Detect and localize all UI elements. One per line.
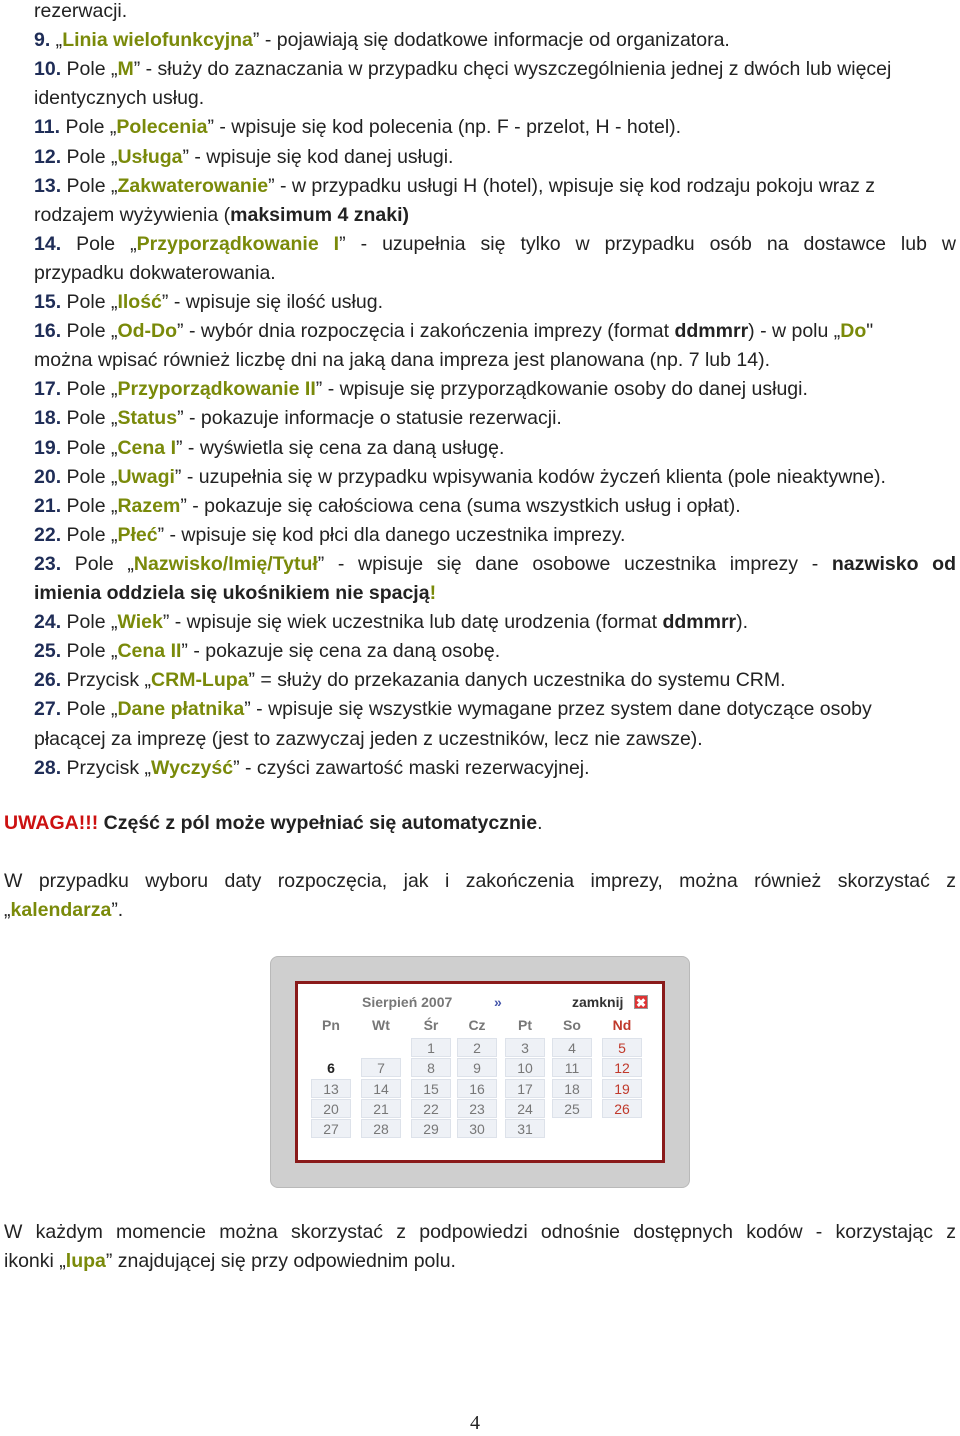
text-run: nazwisko od [831, 552, 957, 575]
field-name: Wyczyść [151, 756, 234, 779]
text-line [34, 579, 956, 608]
text-line [34, 375, 956, 404]
item-number: 12. [34, 145, 62, 168]
text-run: ” - wpisuje się kod polecenia (np. F - przelot, H - hotel). [207, 116, 682, 139]
text-line [34, 172, 956, 201]
text-line [34, 404, 956, 433]
text-run: Pole „ [61, 174, 118, 197]
calendar-day[interactable]: 5 [602, 1038, 642, 1057]
field-name: Uwagi [117, 465, 175, 488]
item-number: 19. [34, 436, 62, 459]
weekday-label: So [563, 1017, 581, 1033]
calendar-day[interactable]: 24 [505, 1099, 545, 1118]
calendar-day[interactable]: 17 [505, 1079, 545, 1098]
field-name: Wiek [117, 611, 163, 634]
calendar-day[interactable]: 31 [505, 1119, 545, 1138]
item-number: 15. [34, 291, 62, 313]
calendar-month-label: Sierpień 2007 [362, 994, 453, 1010]
text-run: ” - wpisuje się wszystkie wymagane przez system dane dotyczące osoby [244, 698, 872, 721]
item-number: 24. [34, 611, 62, 634]
text-run: ). [736, 611, 749, 634]
text-run: ” - uzupełnia się tylko w przypadku osób na dostawce lub w [339, 232, 957, 255]
text-run: ikonki „ [4, 1250, 66, 1272]
field-name: Dane płatnika [117, 698, 245, 721]
text-run: Pole „ [61, 378, 118, 401]
calendar-day[interactable]: 21 [361, 1099, 401, 1118]
text-run: identycznych usług. [34, 87, 205, 110]
calendar-header [298, 994, 662, 1014]
calendar-day[interactable]: 9 [457, 1058, 497, 1077]
text-line [34, 26, 956, 55]
close-calendar-button[interactable]: zamknij [572, 994, 624, 1010]
field-name: kalendarza [10, 899, 112, 921]
text-run: Pole „ [61, 232, 137, 255]
field-name: Ilość [117, 291, 162, 313]
text-line [34, 143, 956, 172]
text-run: ” znajdującej się przy odpowiednim polu. [105, 1250, 456, 1272]
text-run: Pole „ [61, 320, 118, 343]
weekday-label: Nd [612, 1017, 632, 1033]
text-run: Pole „ [60, 116, 117, 139]
calendar-week-row [298, 1079, 662, 1099]
text-run: ” - pojawiają się dodatkowe informacje od organizatora. [252, 29, 730, 52]
item-number: 27. [34, 698, 62, 721]
text-run: ” - pokazuje się cena za daną osobę. [181, 640, 501, 663]
text-run: Pole „ [61, 58, 118, 81]
calendar-day[interactable]: 19 [602, 1079, 642, 1098]
text-run: Pole „ [61, 436, 118, 459]
field-name: Przyporządkowanie I [136, 232, 340, 255]
text-run: " [866, 320, 874, 343]
text-run: Pole „ [61, 698, 118, 721]
calendar-weekday-row [298, 1016, 662, 1036]
calendar-screenshot [270, 956, 690, 1188]
text-run: UWAGA!!! [4, 812, 99, 834]
text-run: rezerwacji. [34, 0, 128, 22]
text-run: Pole „ [61, 552, 134, 575]
text-run: ” - wpisuje się kod płci dla danego uczestnika imprezy. [157, 523, 626, 546]
calendar-day[interactable]: 26 [602, 1099, 642, 1118]
text-line [34, 84, 956, 113]
text-run: ” - wyświetla się cena za daną usługę. [176, 436, 505, 459]
text-line [34, 695, 956, 724]
field-name: Usługa [117, 145, 183, 168]
text-run: ” - wpisuje się kod danej usługi. [182, 145, 454, 168]
text-run: Pole „ [61, 494, 118, 517]
calendar-day[interactable]: 10 [505, 1058, 545, 1077]
item-number: 17. [34, 378, 62, 401]
calendar-day[interactable]: 1 [411, 1038, 451, 1057]
text-run: ” - uzupełnia się w przypadku wpisywania kodów życzeń klienta (pole nieaktywne). [174, 465, 886, 488]
calendar-week-row [298, 1119, 662, 1139]
text-run: „ [4, 899, 11, 921]
field-name: lupa [65, 1250, 106, 1272]
text-line [34, 201, 956, 230]
field-name: CRM-Lupa [151, 669, 249, 692]
text-line [34, 55, 956, 84]
text-run: Pole „ [61, 465, 118, 488]
text-run: ” - wpisuje się ilość usług. [161, 291, 383, 313]
calendar-day[interactable]: 28 [361, 1119, 401, 1138]
calendar-day[interactable]: 25 [552, 1099, 592, 1118]
text-line [34, 317, 956, 346]
item-number: 18. [34, 407, 62, 430]
calendar-day[interactable]: 6 [311, 1058, 351, 1077]
field-name: Przyporządkowanie II [117, 378, 316, 401]
item-number: 22. [34, 523, 62, 546]
calendar-day[interactable]: 29 [411, 1119, 451, 1138]
field-name: Cena I [117, 436, 176, 459]
text-line [34, 666, 956, 695]
calendar-day[interactable]: 18 [552, 1079, 592, 1098]
text-line [34, 725, 956, 754]
text-run: ” - czyści zawartość maski rezerwacyjnej. [233, 756, 590, 779]
text-run: płacącej za imprezę (jest to zazwyczaj jeden z uczestników, lecz nie zawsze). [34, 727, 703, 750]
text-line [4, 1218, 956, 1247]
text-run: ” - wybór dnia rozpoczęcia i zakończenia imprezy (format [177, 320, 675, 343]
item-number: 9. [34, 29, 51, 52]
text-run: Pole „ [61, 291, 118, 313]
text-line [34, 346, 956, 375]
calendar-day[interactable]: 14 [361, 1079, 401, 1098]
field-name: Polecenia [116, 116, 208, 139]
text-line [34, 637, 956, 666]
field-name: M [117, 58, 134, 81]
weekday-label: Pn [322, 1017, 340, 1033]
text-run: Przycisk „ [61, 669, 152, 692]
item-number: 28. [34, 756, 62, 779]
calendar-day[interactable]: 16 [457, 1079, 497, 1098]
item-number: 20. [34, 465, 62, 488]
text-line [34, 113, 956, 142]
text-line [4, 867, 956, 896]
text-line [34, 434, 956, 463]
text-run: Przycisk „ [61, 756, 152, 779]
weekday-label: Pt [518, 1017, 532, 1033]
text-line [34, 259, 956, 288]
text-run: można wpisać również liczbę dni na jaką dana impreza jest planowana (np. 7 lub 14). [34, 349, 770, 372]
calendar-day[interactable]: 2 [457, 1038, 497, 1057]
text-run: „ [50, 29, 63, 52]
calendar-day[interactable]: 8 [411, 1058, 451, 1077]
field-name: Razem [117, 494, 181, 517]
text-run: Pole „ [61, 640, 118, 663]
text-run: ” - pokazuje się całościowa cena (suma wszystkich usług i opłat). [180, 494, 741, 517]
field-name: Linia wielofunkcyjna [62, 29, 253, 52]
text-run: ddmmrr [662, 611, 737, 634]
text-line [34, 463, 956, 492]
text-run: ) - w polu „ [748, 320, 841, 343]
text-line [4, 1247, 956, 1276]
calendar-week-row [298, 1058, 662, 1078]
field-name: Nazwisko/Imię/Tytuł [133, 552, 318, 575]
text-run: Pole „ [61, 407, 118, 430]
calendar-day[interactable]: 27 [311, 1119, 351, 1138]
field-name: Zakwaterowanie [117, 174, 269, 197]
text-line [34, 288, 956, 317]
text-run: imienia oddziela się ukośnikiem nie spacją [34, 582, 430, 604]
text-run: ” - służy do zaznaczania w przypadku chęci wyszczególnienia jednej z dwóch lub więcej [133, 58, 892, 81]
item-number: 14. [34, 232, 62, 255]
text-run: W każdym momencie można skorzystać z podpowiedzi odnośnie dostępnych kodów - korzystając z [4, 1221, 956, 1243]
weekday-label: Śr [423, 1017, 439, 1033]
text-line [34, 550, 956, 579]
field-name: Płeć [117, 523, 158, 546]
calendar-day[interactable]: 22 [411, 1099, 451, 1118]
text-line [34, 0, 956, 26]
text-run: ” - wpisuje się wiek uczestnika lub datę urodzenia (format [162, 611, 663, 634]
calendar-day[interactable]: 7 [361, 1058, 401, 1077]
text-line [4, 896, 956, 925]
field-name: Status [117, 407, 178, 430]
field-name: Od-Do [117, 320, 178, 343]
text-run: maksimum 4 znaki) [230, 203, 409, 226]
calendar-day[interactable]: 12 [602, 1058, 642, 1077]
calendar-day[interactable]: 13 [311, 1079, 351, 1098]
page-number: 4 [470, 1412, 480, 1434]
text-run: Pole „ [61, 523, 118, 546]
item-number: 21. [34, 494, 62, 517]
field-name: Cena II [117, 640, 182, 663]
item-number: 23. [34, 552, 62, 575]
item-number: 25. [34, 640, 62, 663]
text-run: ddmmrr [674, 320, 749, 343]
text-run: ”. [111, 899, 124, 921]
calendar-day[interactable]: 30 [457, 1119, 497, 1138]
weekday-label: Wt [372, 1017, 390, 1033]
field-name: ! [429, 582, 437, 604]
item-number: 11. [34, 116, 61, 139]
text-run: ” - wpisuje się przyporządkowanie osoby do danej usługi. [315, 378, 808, 401]
text-run: ” - w przypadku usługi H (hotel), wpisuje się kod rodzaju pokoju wraz z [268, 174, 876, 197]
text-run: W przypadku wyboru daty rozpoczęcia, jak i zakończenia imprezy, można również skorzystać z [4, 870, 956, 892]
text-line [34, 230, 956, 259]
text-run: rodzajem wyżywienia ( [34, 203, 231, 226]
item-number: 13. [34, 174, 62, 197]
close-icon[interactable]: ✖ [635, 996, 647, 1010]
calendar-day[interactable]: 15 [411, 1079, 451, 1098]
weekday-label: Cz [468, 1017, 486, 1033]
text-run: Część z pól może wypełniać się automatycznie [98, 812, 538, 834]
calendar-day[interactable]: 3 [505, 1038, 545, 1057]
item-number: 16. [34, 320, 62, 343]
calendar-widget [295, 981, 665, 1163]
calendar-week-row [298, 1038, 662, 1058]
calendar-day[interactable]: 4 [552, 1038, 592, 1057]
text-line [34, 492, 956, 521]
text-run: ” = służy do przekazania danych uczestnika do systemu CRM. [248, 669, 786, 692]
warning-note [4, 809, 956, 838]
calendar-day[interactable]: 20 [311, 1099, 351, 1118]
item-number: 26. [34, 669, 62, 692]
text-run: ” - pokazuje informacje o statusie rezerwacji. [177, 407, 562, 430]
text-run: przypadku dokwaterowania. [34, 261, 276, 284]
text-run: Pole „ [61, 611, 118, 634]
text-run: . [537, 812, 543, 834]
text-run: ” - wpisuje się dane osobowe uczestnika imprezy - [317, 552, 832, 575]
calendar-day[interactable]: 11 [552, 1058, 592, 1077]
item-number: 10. [34, 58, 62, 81]
text-line [34, 754, 956, 783]
text-line [34, 608, 956, 637]
calendar-day[interactable]: 23 [457, 1099, 497, 1118]
calendar-week-row [298, 1099, 662, 1119]
text-run: Pole „ [61, 145, 118, 168]
next-month-button[interactable]: » [494, 994, 502, 1010]
field-name: Do [840, 320, 867, 343]
text-line [34, 521, 956, 550]
